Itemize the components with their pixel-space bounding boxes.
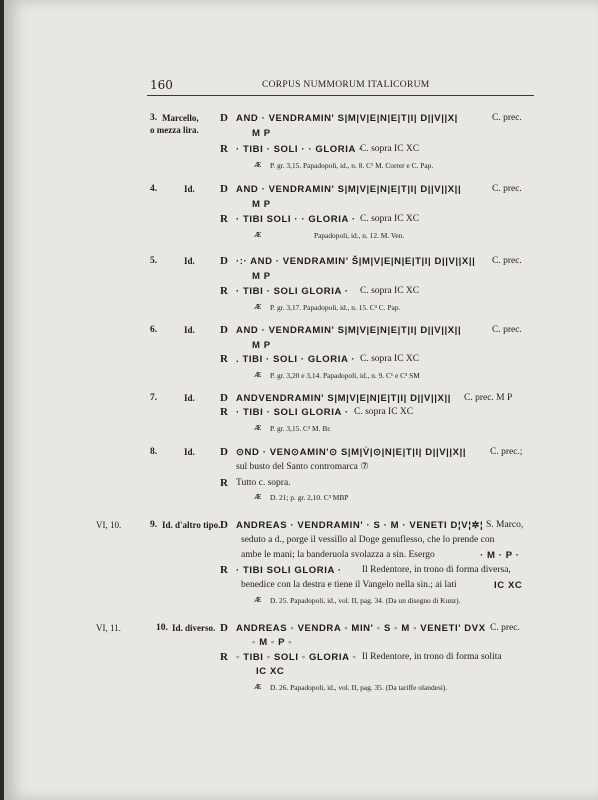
page-number: 160 — [150, 78, 173, 92]
obverse-symbol: D — [220, 392, 228, 404]
obverse-legend: ⊙ND · VEN⊙AMIN'⊙ S|M|V̇|⊙|N|E|T|I| D||V||X|| — [236, 447, 467, 458]
source-line: P. gr. 3,20 e 3,14. Papadopoli, id., n. 9. C¹ e C³ SM — [270, 371, 420, 380]
obverse-description: ambe le mani; la banderuola svolazza a sin. Esergo — [241, 550, 435, 560]
reverse-note: C. sopra IC XC — [360, 354, 420, 364]
obverse-legend: AND · VENDRAMIN' S|M|V|E|N|E|T|I| D||V||X|| — [236, 184, 462, 195]
obverse-symbol: D — [220, 324, 228, 336]
obverse-note: C. prec. — [492, 256, 522, 266]
obverse-note: C. prec.; — [490, 447, 523, 457]
header-rule — [147, 95, 534, 96]
coin-denomination: Id. d'altro tipo. — [162, 520, 221, 530]
metal-mark: Æ — [254, 160, 262, 169]
obverse-note: C. prec. — [492, 113, 522, 123]
reverse-legend: · TIBI · SOLI · · GLORIA · — [236, 144, 363, 155]
obverse-note: C. prec. M P — [464, 393, 513, 403]
obverse-field: M P — [252, 340, 271, 351]
obverse-symbol: D — [220, 183, 228, 195]
coin-denomination: Marcello, — [162, 113, 199, 123]
reverse-symbol: R — [220, 285, 228, 297]
entry-number: 10. — [156, 623, 168, 633]
obverse-note: S. Marco, — [486, 520, 524, 530]
running-title: CORPUS NUMMORUM ITALICORUM — [262, 80, 430, 90]
entry-number: 5. — [150, 256, 158, 266]
obverse-legend: ANDVENDRAMIN' S|M|V|E|N|E|T|I| D||V||X|| — [236, 393, 451, 404]
reverse-symbol: R — [220, 564, 228, 576]
entry-number: 3. — [150, 113, 158, 123]
obverse-legend: AND · VENDRAMIN' S|M|V|E|N|E|T|I| D||V||X|| — [236, 325, 462, 336]
metal-mark: Æ — [254, 423, 262, 432]
obverse-legend: ANDREAS ◦ VENDRA ◦ MIN' ◦ S ◦ M ◦ VENETI' DVX — [236, 623, 486, 634]
reverse-symbol: R — [220, 143, 228, 155]
reverse-note: Tutto c. sopra. — [236, 478, 291, 488]
obverse-symbol: D — [220, 622, 228, 634]
source-line: D. 21; p. gr. 2,10. C³ MBP — [270, 493, 349, 502]
obverse-symbol: D — [220, 446, 228, 458]
entry-number: 6. — [150, 325, 158, 335]
book-page — [4, 0, 598, 800]
reverse-note: C. sopra IC XC — [360, 144, 420, 154]
metal-mark: Æ — [254, 682, 262, 691]
obverse-symbol: D — [220, 255, 228, 267]
reverse-symbol: R — [220, 213, 228, 225]
reverse-description: benedice con la destra e tiene il Vangelo nella sin.; ai lati — [241, 580, 457, 590]
reverse-legend: · TIBI · SOLI GLORIA · — [236, 407, 349, 418]
exergue-legend: · M · P · — [480, 550, 520, 561]
reverse-symbol: R — [220, 651, 228, 663]
obverse-legend: ANDREAS · VENDRAMIN' · S · M · VENETI D¦V¦✲¦ — [236, 520, 484, 531]
reverse-legend: . TIBI · SOLI · GLORIA · — [236, 354, 356, 365]
obverse-note: C. prec. — [492, 184, 522, 194]
entry-number: 9. — [150, 520, 158, 530]
reverse-description: Il Redentore, in trono di forma solita — [362, 652, 502, 662]
plate-reference: VI, 10. — [96, 520, 122, 530]
reverse-note: C. sopra IC XC — [354, 407, 414, 417]
obverse-description: seduto a d., porge il vessillo al Doge genuflesso, che lo prende con — [241, 535, 495, 545]
source-line: D. 25. Papadopoli, id., vol. II, pag. 34. (Da un disegno di Kunz). — [270, 596, 461, 605]
reverse-field: IC XC — [494, 580, 523, 591]
reverse-note: C. sopra IC XC — [360, 214, 420, 224]
coin-denomination: Id. diverso. — [172, 623, 216, 633]
obverse-legend: AND · VENDRAMIN' S|M|V|E|N|E|T|I| D||V||X| — [236, 113, 458, 124]
reverse-legend: · TIBI · SOLI GLORIA · — [236, 286, 349, 297]
coin-denomination: Id. — [184, 184, 195, 194]
metal-mark: Æ — [254, 230, 262, 239]
source-line: P. gr. 3,17. Papadopoli, id., n. 15. C³ C. Pap. — [270, 303, 401, 312]
obverse-symbol: D — [220, 519, 228, 531]
obverse-note: C. prec. — [492, 325, 522, 335]
coin-denomination: Id. — [184, 393, 195, 403]
metal-mark: Æ — [254, 370, 262, 379]
metal-mark: Æ — [254, 492, 262, 501]
obverse-field: M P — [252, 128, 271, 139]
reverse-symbol: R — [220, 406, 228, 418]
reverse-note: C. sopra IC XC — [360, 286, 420, 296]
countermark-note: sul busto del Santo contromarca ⑦ — [236, 462, 369, 472]
reverse-description: Il Redentore, in trono di forma diversa, — [362, 565, 511, 575]
obverse-field: ◦ M ◦ P ◦ — [252, 637, 293, 648]
reverse-legend: ◦ TIBI ◦ SOLI ◦ GLORIA ◦ — [236, 652, 357, 663]
entry-number: 7. — [150, 393, 158, 403]
obverse-legend: ·:· AND · VENDRAMIN' Š|M|V|E|N|E|T|I| D||V||X|| — [236, 256, 476, 267]
source-line: D. 26. Papadopoli, id., vol. II, pag. 35. (Da tariffe olandesi). — [270, 683, 448, 692]
reverse-legend: · TIBI SOLI GLORIA · — [236, 565, 342, 576]
source-line: P. gr. 3,15. Papadopoli, id., n. 8. C¹ M. Correr e C. Pap. — [270, 161, 434, 170]
metal-mark: Æ — [254, 302, 262, 311]
coin-denomination: Id. — [184, 256, 195, 266]
coin-denomination: Id. — [184, 325, 195, 335]
obverse-symbol: D — [220, 112, 228, 124]
obverse-field: M P — [252, 271, 271, 282]
reverse-legend: · TIBI SOLI · · GLORIA · — [236, 214, 356, 225]
reverse-field: IC XC — [256, 666, 285, 677]
obverse-note: C. prec. — [490, 623, 520, 633]
entry-number: 4. — [150, 184, 158, 194]
reverse-symbol: R — [220, 477, 228, 489]
source-line: P. gr. 3,15. C³ M. Br. — [270, 424, 332, 433]
entry-number: 8. — [150, 447, 158, 457]
coin-denomination: Id. — [184, 447, 195, 457]
coin-denomination-alt: o mezza lira. — [150, 125, 199, 135]
reverse-symbol: R — [220, 353, 228, 365]
obverse-field: M P — [252, 199, 271, 210]
metal-mark: Æ — [254, 595, 262, 604]
source-line: Papadopoli, id., n. 12. M. Ven. — [314, 231, 405, 240]
plate-reference: VI, 11. — [96, 623, 121, 633]
